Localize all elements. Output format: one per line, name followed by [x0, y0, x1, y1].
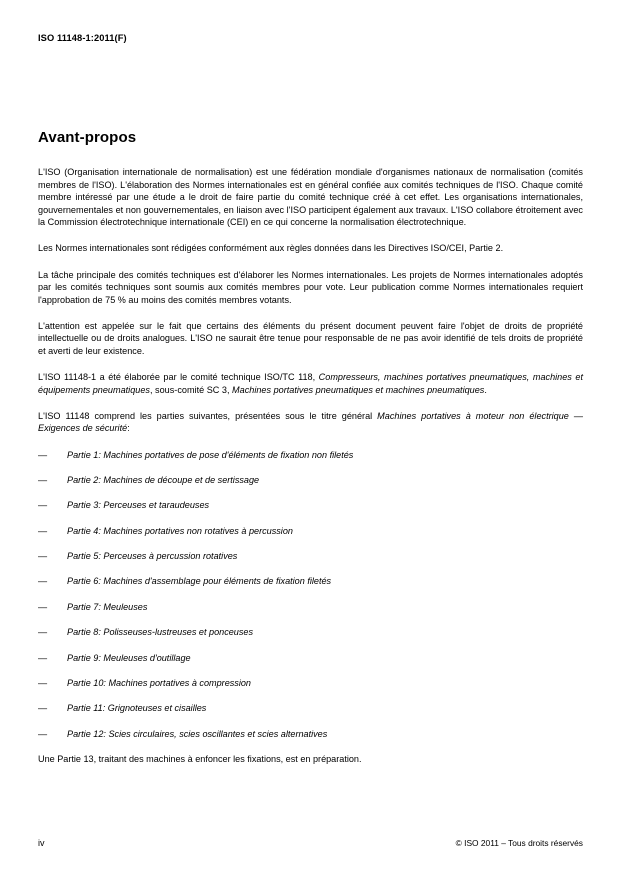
parts-intro-lead: L'ISO 11148 comprend les parties suivantes, présentées sous le titre général	[38, 410, 378, 421]
list-item	[38, 550, 583, 563]
page-footer	[38, 838, 583, 848]
committee-text-tail: .	[484, 384, 487, 395]
list-item	[38, 626, 583, 639]
committee-title-tc118: Compresseurs, machines portatives pneumatiques, machines et équipements pneumatiques	[38, 372, 583, 395]
list-item	[38, 575, 583, 588]
dash-marker-icon: —	[38, 449, 47, 460]
list-item	[38, 474, 583, 487]
copyright-notice: © ISO 2011 – Tous droits réservés	[455, 838, 583, 848]
paragraph-parts-intro	[38, 410, 583, 435]
section-title: Avant-propos	[38, 129, 137, 146]
page-number: iv	[38, 838, 45, 848]
paragraph-approval-process: La tâche principale des comités techniques est d'élaborer les Normes internationales. Les projets de Normes internationales adoptés par les comités techniques sont soumis aux comités membres pour vote. Leur publication comme Normes internationales requiert l'approbation de 75 % au moins des comités membres votants.	[38, 269, 583, 305]
list-item-label: Partie 1: Machines portatives de pose d'éléments de fixation non filetés	[67, 449, 354, 460]
list-item-label: Partie 3: Perceuses et taraudeuses	[67, 500, 210, 511]
list-item-label: Partie 5: Perceuses à percussion rotatives	[67, 551, 238, 562]
paragraph-part13-note: Une Partie 13, traitant des machines à enfoncer les fixations, est en préparation.	[38, 754, 362, 765]
list-item	[38, 702, 583, 715]
dash-marker-icon: —	[38, 728, 47, 739]
dash-marker-icon: —	[38, 652, 47, 663]
list-item-label: Partie 6: Machines d'assemblage pour éléments de fixation filetés	[67, 576, 332, 587]
dash-marker-icon: —	[38, 601, 47, 612]
list-item-label: Partie 10: Machines portatives à compression	[67, 678, 251, 689]
list-item-label: Partie 11: Grignoteuses et cisailles	[67, 703, 207, 714]
parts-list	[38, 449, 583, 741]
parts-intro-tail: :	[127, 423, 130, 434]
list-item	[38, 449, 583, 462]
paragraph-iso-description: L'ISO (Organisation internationale de normalisation) est une fédération mondiale d'organismes nationaux de normalisation (comités membres de l'ISO). L'élaboration des Normes internationales est en général confiée aux comités techniques de l'ISO. Chaque comité membre intéressé par une étude a le droit de faire partie du comité technique créé à cet effet. Les organisations internationales, gouvernementales et non gouvernementales, en liaison avec l'ISO participent également aux travaux. L'ISO collabore étroitement avec la Commission électrotechnique internationale (CEI) en ce qui concerne la normalisation électrotechnique.	[38, 167, 583, 228]
dash-marker-icon: —	[38, 474, 47, 485]
list-item	[38, 525, 583, 538]
committee-text-middle: , sous-comité SC 3,	[149, 384, 233, 395]
list-item	[38, 652, 583, 665]
list-item	[38, 499, 583, 512]
dash-marker-icon: —	[38, 500, 47, 511]
list-item-label: Partie 7: Meuleuses	[67, 601, 148, 612]
dash-marker-icon: —	[38, 678, 47, 689]
list-item-label: Partie 2: Machines de découpe et de sertissage	[67, 474, 260, 485]
committee-text-lead: L'ISO 11148-1 a été élaborée par le comité technique ISO/TC 118,	[38, 372, 319, 383]
running-header: ISO 11148-1:2011(F)	[38, 33, 127, 43]
dash-marker-icon: —	[38, 703, 47, 714]
dash-marker-icon: —	[38, 525, 47, 536]
page-content	[38, 129, 583, 766]
list-item-label: Partie 12: Scies circulaires, scies oscillantes et scies alternatives	[67, 728, 328, 739]
list-item-label: Partie 4: Machines portatives non rotatives à percussion	[67, 525, 293, 536]
paragraph-drafting-rules: Les Normes internationales sont rédigées conformément aux règles données dans les Directives ISO/CEI, Partie 2.	[38, 243, 504, 254]
dash-marker-icon: —	[38, 551, 47, 562]
paragraph-committee	[38, 371, 583, 396]
list-item	[38, 728, 583, 741]
subcommittee-title-sc3: Machines portatives pneumatiques et machines pneumatiques	[232, 384, 485, 395]
paragraph-patent-rights: L'attention est appelée sur le fait que certains des éléments du présent document peuvent faire l'objet de droits de propriété intellectuelle ou de droits analogues. L'ISO ne saurait être tenue pour responsable de ne pas avoir identifié de tels droits de propriété et averti de leur existence.	[38, 320, 583, 357]
dash-marker-icon: —	[38, 627, 47, 638]
list-item	[38, 601, 583, 614]
list-item-label: Partie 9: Meuleuses d'outillage	[67, 652, 191, 663]
dash-marker-icon: —	[38, 576, 47, 587]
general-title: Machines portatives à moteur non électrique — Exigences de sécurité	[38, 410, 583, 434]
list-item	[38, 677, 583, 690]
list-item-label: Partie 8: Polisseuses-lustreuses et ponceuses	[67, 627, 254, 638]
